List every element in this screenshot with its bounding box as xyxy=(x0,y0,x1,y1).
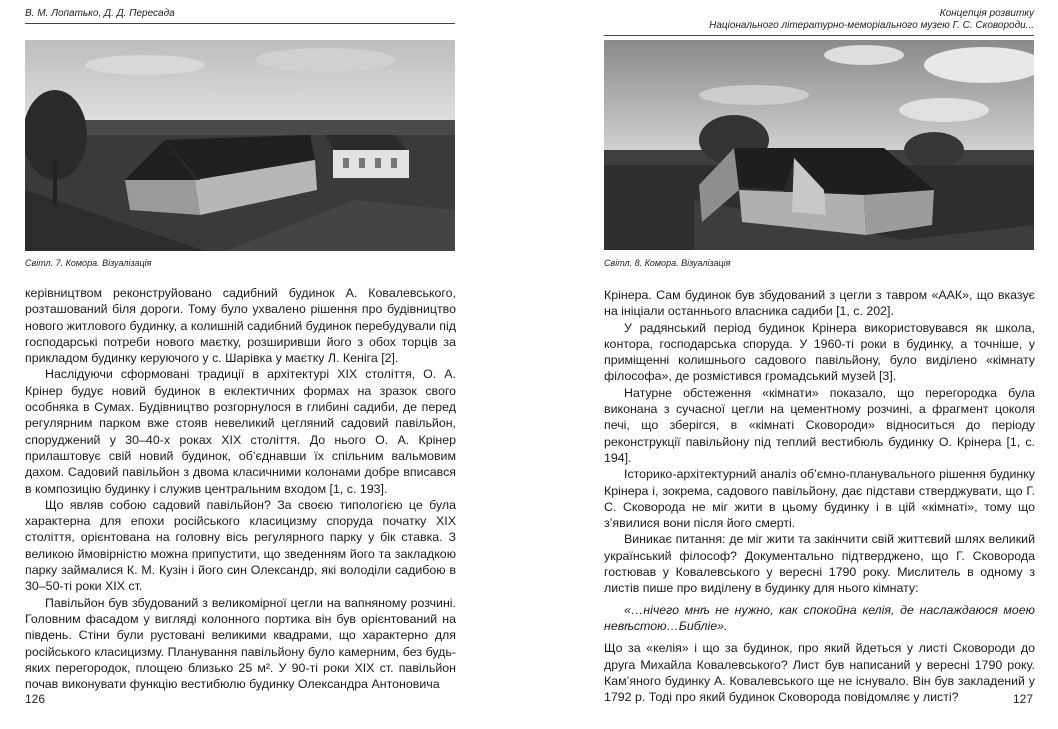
paragraph: Натурне обстеження «кімнати» показало, що перегородка була виконана з сучасної цегли на цементному розчині, а фрагмент цоколя печі, що зберігся, в «кімнаті Сковороди» відноситься до періоду реконструкції павільйону під теплий вестибюль будинку О. Крінера [1, с. 194]. xyxy=(604,385,1035,465)
paragraph: Історико-архітектурний аналіз об’ємно-планувального рішення будинку Крінера і, зокрема, садового павільйону, дає підстави стверджувати, що Г. С. Сковорода не міг жити в цьому будинку і в цій «кімнаті», тому що з’явилися вони після його смерті. xyxy=(604,467,1035,531)
right-page xyxy=(529,0,1058,729)
barn-visualization-left xyxy=(25,40,455,251)
page-number-right: 127 xyxy=(1013,692,1034,706)
figure-7-image xyxy=(25,40,455,251)
figure-8-caption: Світл. 8. Комора. Візуалізація xyxy=(604,258,731,268)
paragraph: Що за «келія» і що за будинок, про який йдеться у листі Сковороди до друга Михайла Ковалевського? Лист був написаний у вересні 1790 року. Кам’яного будинку А. Ковалевського ще не існувало. Він був закладений у 1792 р. Тоді про який будинок Сковорода повідомляє у листі? xyxy=(604,641,1035,705)
paragraph: Виникає питання: де міг жити та закінчити свій життєвий шлях великий український філософ? Документально підтверджено, що Г. Сковорода гостював у Ковалевського у вересні 1790 року. Мислитель в одному з листів пише про виділену в будинку для нього кімнату: xyxy=(604,532,1035,596)
running-header-left xyxy=(25,8,455,24)
left-body-text xyxy=(25,285,456,692)
paragraph: Що являв собою садовий павільйон? За своєю типологією це була характерна для епохи російського класицизму споруда початку XIX століття, орієнтована на головну вісь регулярного парку у бік ставка. З великою ймовірністю можна припустити, що зведенням його та закладкою парку займалися К. М. Кузін і його син Олександр, які володіли садибою в 30–50-ті роки XIX ст. xyxy=(25,497,456,594)
paragraph: У радянський період будинок Крінера використовувався як школа, контора, господарська споруда. У 1960-ті роки в будинку, а точніше, у приміщенні колишнього садового павільйону, було виділено «кімнату філософа», де розмістився громадський музей [3]. xyxy=(604,320,1035,384)
figure-8-image xyxy=(604,40,1034,250)
figure-7-caption: Світл. 7. Комора. Візуалізація xyxy=(25,258,152,268)
header-authors: В. М. Лопатько, Д. Д. Пересада xyxy=(25,8,175,19)
quote: «…нічего мнѣ не нужно, как спокойна келія, де наслаждаюся моею невѣстою…Библіе». xyxy=(604,602,1035,633)
right-body-text xyxy=(604,287,1035,705)
page-number-left: 126 xyxy=(25,692,46,706)
paragraph: Павільйон був збудований з великомірної цегли на вапняному розчині. Головним фасадом у вигляді колонного портика він був орієнтований на південь. Стіни були рустовані великими квадрами, що характерно для російського класицизму. Планування павільйону було камерним, без будь-яких перегородок, площею близько 25 м². У 90-ті роки XIX ст. павільйон почав виконувати функцію вестибюлю будинку Олександра Антоновича xyxy=(25,595,456,692)
header-title-line1: Концепція розвитку xyxy=(939,8,1034,19)
paragraph: керівництвом реконструйовано садибний будинок А. Ковалевського, розташований біля дороги. Тому було ухвалено рішення про будівництво нового житлового будинку, а колишній садибний будинок перебудували під господарські потреби нового маєтку, розширивши його з обох торців за прикладом будинку керуючого у с. Шарівка у маєтку Л. Кеніга [2]. xyxy=(25,286,456,366)
barn-visualization-right xyxy=(604,40,1034,250)
paragraph: Крінера. Сам будинок був збудований з цегли з тавром «ААК», що вказує на ініціали останнього власника садиби [1, с. 202]. xyxy=(604,288,1035,319)
running-header-right xyxy=(604,8,1034,36)
header-title-line2: Національного літературно-меморіального музею Г. С. Сковороди... xyxy=(709,20,1034,31)
paragraph: Наслідуючи сформовані традиції в архітектурі XIX століття, О. А. Крінер будує новий будинок в еклектичних формах на зразок свого особняка в Сумах. Будівництво розгорнулося в глибині садиби, де перед регулярним парком вже стояв невеликий цегляний садовий павільйон, споруджений у 30–40-х роках XIX століття. До нього О. А. Крінер прилаштовує свій новий будинок, об’єднавши їх спільним вальмовим дахом. Садовий павільйон з двома класичними колонами добре вписався в композицію будинку і служив центральним входом [1, с. 193]. xyxy=(25,367,456,496)
